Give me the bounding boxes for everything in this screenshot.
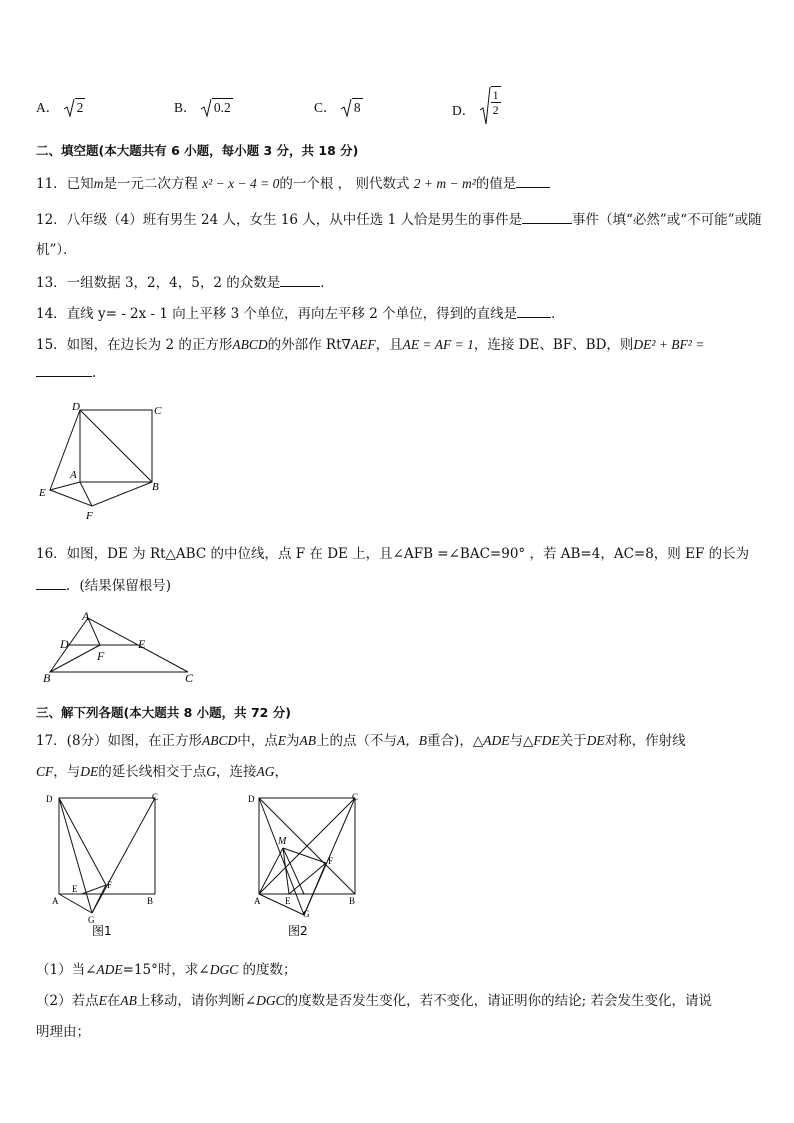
q15-text: ，且 — [375, 337, 403, 353]
label-e: E — [285, 896, 291, 906]
label-d: D — [46, 794, 53, 804]
label-g: G — [88, 915, 95, 925]
question-17-part-1 — [36, 958, 297, 978]
label-b: B — [43, 671, 51, 685]
option-d-label: D． — [452, 102, 476, 118]
numerator: 1 — [492, 88, 499, 102]
q17-text: 的度数； — [238, 962, 297, 978]
q17-text: 在 — [106, 993, 121, 1009]
label-e: E — [39, 487, 46, 499]
label-f: F — [107, 880, 113, 890]
section-3-title: 三、解下列各题(本大题共 8 小题，共 72 分) — [36, 705, 291, 720]
answer-blank[interactable] — [517, 305, 551, 318]
point-g: G — [206, 764, 217, 779]
q17-text: 为 — [286, 733, 300, 749]
option-a-label: A． — [36, 100, 60, 115]
label-a: A — [82, 609, 90, 623]
sqrt-half — [479, 86, 501, 117]
q16-text: ．(结果保留根号) — [66, 578, 172, 594]
denominator: 2 — [492, 103, 499, 117]
option-c-label: C． — [314, 100, 337, 115]
segment-de: DE — [586, 733, 605, 748]
question-17-part-2-line-2: 明理由； — [36, 1024, 90, 1040]
option-c — [314, 96, 363, 116]
ray-cf: CF — [36, 764, 54, 779]
option-a — [36, 96, 85, 116]
segment-ag: AG — [256, 764, 275, 779]
label-c: C — [152, 792, 159, 802]
figure-17-1 — [44, 790, 166, 936]
radicand: 0.2 — [213, 100, 231, 115]
q17-text: 中，点 — [237, 733, 278, 749]
q12-text: 事件（填“必然”或“不可能”或随 — [571, 212, 762, 228]
point-e: E — [98, 993, 107, 1008]
question-16-line-2 — [36, 574, 171, 594]
section-2-title: 二、填空题(本大题共有 6 小题，每小题 3 分，共 18 分) — [36, 143, 359, 158]
sqrt-8 — [340, 98, 363, 116]
label-c: C — [154, 405, 162, 417]
var-m: m — [93, 176, 104, 191]
question-11 — [36, 172, 550, 192]
label-g: G — [303, 909, 310, 919]
q17-text: ， — [274, 764, 289, 780]
radical-icon — [63, 98, 75, 118]
label-d: D — [60, 637, 69, 651]
angle-dgc: DGC — [209, 962, 239, 977]
segment-ab: AB — [120, 993, 137, 1008]
q15-text: . — [92, 365, 97, 381]
radicand: 2 — [76, 100, 84, 115]
q13-text: 13．一组数据 3，2，4，5，2 的众数是 — [36, 275, 281, 291]
option-d — [452, 86, 501, 117]
answer-blank[interactable] — [522, 211, 572, 224]
fraction — [491, 86, 501, 117]
sqrt-2 — [63, 98, 86, 116]
answer-blank[interactable] — [280, 274, 320, 287]
label-b: B — [152, 481, 159, 493]
figure-16 — [38, 608, 200, 686]
label-f: F — [328, 856, 334, 866]
square-name: ABCD — [232, 337, 268, 352]
q11-text: 的一个根 ， 则代数式 — [279, 176, 410, 192]
segment-de: DE — [80, 764, 99, 779]
point-e: E — [277, 733, 287, 748]
angle-dgc: DGC — [256, 993, 285, 1008]
figure-17-2 — [246, 790, 368, 936]
q17-text: ，连接 — [216, 764, 257, 780]
q13-text: ． — [320, 275, 334, 291]
question-16-line-1: 16．如图，DE 为 Rt△ABC 的中位线，点 F 在 DE 上，且∠AFB =∠BAC=90° ，若 AB=4，AC=8，则 EF 的长为 — [36, 546, 750, 562]
q17-text: （1）当∠ — [36, 962, 97, 978]
q17-text: =15°时，求∠ — [122, 962, 210, 978]
label-c: C — [352, 792, 359, 802]
triangle-ade: ADE — [483, 733, 510, 748]
q17-text: 上的点（不与 — [316, 733, 398, 749]
label-f: F — [97, 649, 105, 663]
segment-ab: AB — [299, 733, 317, 748]
answer-blank[interactable] — [36, 577, 66, 590]
equation: x² − x − 4 = 0 — [202, 176, 280, 191]
label-b: B — [147, 896, 154, 906]
triangle-name: AEF — [350, 337, 376, 352]
q17-text: 关于 — [559, 733, 587, 749]
q11-text: 是一元二次方程 — [103, 176, 198, 192]
question-12-line-2: 机”）． — [36, 242, 77, 258]
label-a: A — [70, 469, 77, 481]
answer-blank[interactable] — [36, 364, 92, 377]
radical-icon — [340, 98, 352, 118]
question-12-line-1 — [36, 208, 762, 228]
question-17-part-2 — [36, 989, 712, 1009]
q11-text: 的值是 — [475, 176, 517, 192]
q17-text: 与△ — [509, 733, 534, 749]
q17-text: 上移动，请你判断∠ — [136, 993, 257, 1009]
label-e: E — [72, 884, 78, 894]
q17-text: 对称，作射线 — [604, 733, 686, 749]
question-17-line-1 — [36, 729, 686, 749]
q15-text: ，连接 DE、BF、BD，则 — [473, 337, 634, 353]
square-name: ABCD — [202, 733, 238, 748]
question-15 — [36, 333, 704, 353]
radical-icon — [479, 86, 491, 126]
condition: AE = AF = 1 — [402, 337, 474, 352]
angle-ade: ADE — [96, 962, 123, 977]
caption-figure-2: 图2 — [288, 924, 308, 936]
q17-text: 的度数是否发生变化，若不变化，请证明你的结论; 若会发生变化，请说 — [284, 993, 713, 1009]
q17-text: （2）若点 — [36, 993, 99, 1009]
answer-blank[interactable] — [516, 175, 550, 188]
q17-text: 17．(8分）如图，在正方形 — [36, 733, 203, 749]
figure-15 — [36, 398, 166, 524]
option-b-label: B． — [174, 100, 197, 115]
label-a: A — [254, 896, 261, 906]
label-c: C — [185, 671, 194, 685]
sqrt-0-2 — [200, 98, 233, 116]
radical-icon — [200, 98, 212, 118]
q17-text: ，与 — [53, 764, 81, 780]
points-ab: A，B — [397, 733, 428, 748]
option-b — [174, 96, 233, 116]
question-17-line-2 — [36, 760, 288, 780]
label-b: B — [349, 896, 356, 906]
q11-text: 11．已知 — [36, 176, 94, 192]
label-d: D — [248, 794, 255, 804]
q14-text: ． — [551, 306, 565, 322]
q15-text: 15．如图，在边长为 2 的正方形 — [36, 337, 233, 353]
q17-text: 的延长线相交于点 — [98, 764, 207, 780]
q15-text: 的外部作 Rt∇ — [267, 337, 351, 353]
label-m: M — [278, 836, 287, 847]
triangle-fde: FDE — [533, 733, 560, 748]
question-14 — [36, 302, 565, 322]
label-e: E — [138, 637, 146, 651]
q17-text: 重合)，△ — [427, 733, 484, 749]
expression: DE² + BF² = — [633, 337, 705, 352]
question-15-answer — [36, 364, 96, 381]
label-d: D — [72, 401, 80, 413]
label-a: A — [52, 896, 59, 906]
radicand: 8 — [353, 100, 361, 115]
caption-figure-1: 图1 — [92, 924, 112, 936]
question-13 — [36, 271, 334, 291]
q14-text: 14．直线 y= - 2x - 1 向上平移 3 个单位，再向左平移 2 个单位，得到的直线是 — [36, 306, 518, 322]
label-f: F — [86, 510, 93, 522]
expression: 2 + m − m² — [413, 176, 476, 191]
q12-text: 12．八年级（4）班有男生 24 人，女生 16 人，从中任选 1 人恰是男生的事件是 — [36, 212, 522, 228]
